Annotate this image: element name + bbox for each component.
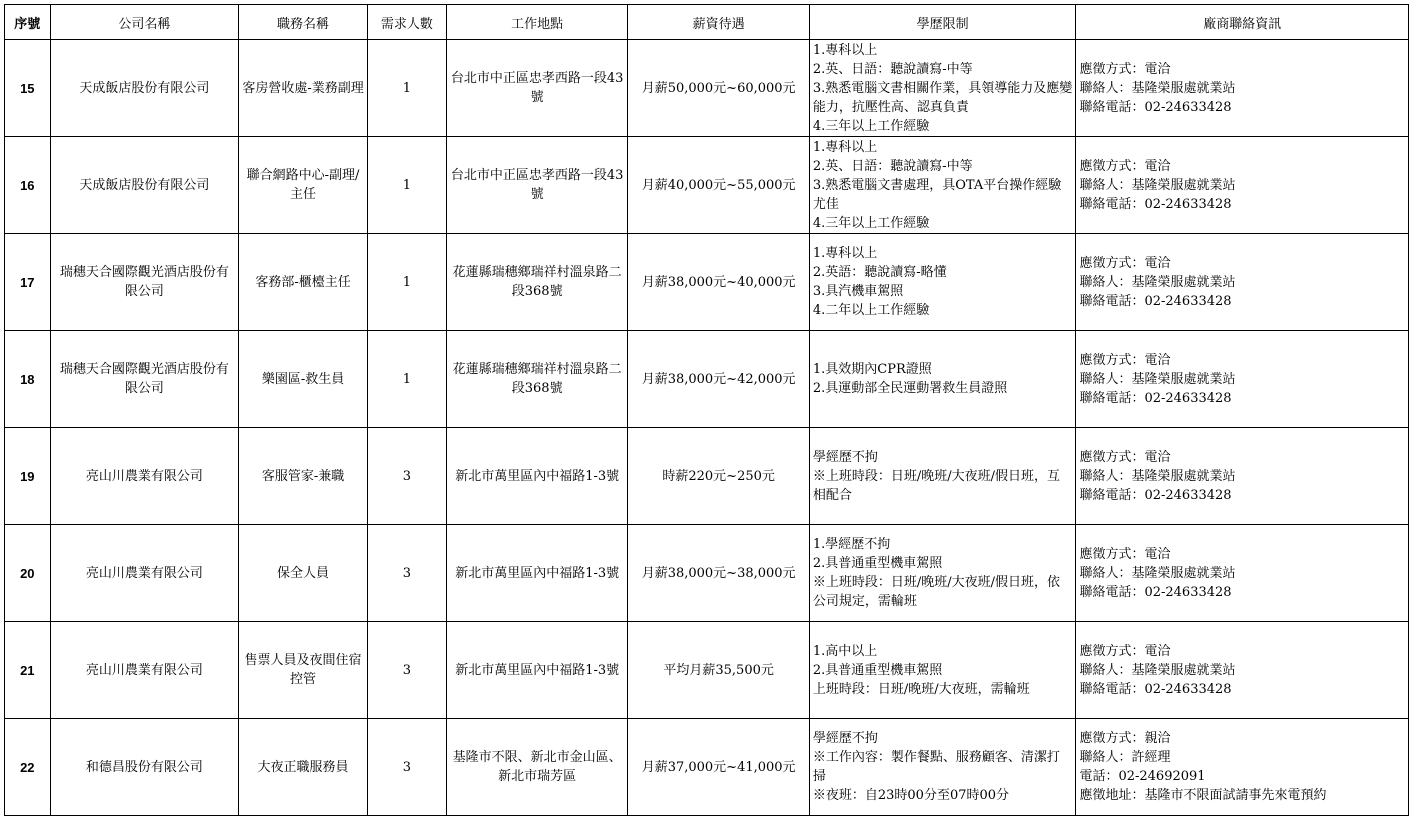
cell-location: 台北市中正區忠孝西路一段43號 xyxy=(446,137,627,234)
cell-education: 1.專科以上 2.英、日語：聽說讀寫-中等 3.熟悉電腦文書處理，具OTA平台操作經驗尤佳 4.三年以上工作經驗 xyxy=(809,137,1076,234)
cell-count: 3 xyxy=(367,622,446,719)
header-contact: 廠商聯絡資訊 xyxy=(1076,5,1409,40)
table-row xyxy=(5,719,1409,816)
cell-company: 亮山川農業有限公司 xyxy=(50,525,239,622)
table-row xyxy=(5,40,1409,137)
cell-company: 亮山川農業有限公司 xyxy=(50,622,239,719)
cell-contact: 應徵方式：電洽 聯絡人：基隆榮服處就業站 聯絡電話：02-24633428 xyxy=(1076,622,1409,719)
cell-seq: 21 xyxy=(5,622,51,719)
cell-title: 聯合網路中心-副理/主任 xyxy=(239,137,368,234)
cell-salary: 時薪220元~250元 xyxy=(628,428,809,525)
cell-company: 亮山川農業有限公司 xyxy=(50,428,239,525)
cell-location: 基隆市不限、新北市金山區、新北市瑞芳區 xyxy=(446,719,627,816)
cell-seq: 17 xyxy=(5,234,51,331)
cell-title: 售票人員及夜間住宿控管 xyxy=(239,622,368,719)
cell-education: 1.專科以上 2.英、日語：聽說讀寫-中等 3.熟悉電腦文書相關作業，具領導能力及應變能力，抗壓性高、認真負責 4.三年以上工作經驗 xyxy=(809,40,1076,137)
cell-contact: 應徵方式：電洽 聯絡人：基隆榮服處就業站 聯絡電話：02-24633428 xyxy=(1076,40,1409,137)
table-row xyxy=(5,428,1409,525)
cell-count: 1 xyxy=(367,234,446,331)
header-salary: 薪資待遇 xyxy=(628,5,809,40)
cell-title: 客房營收處-業務副理 xyxy=(239,40,368,137)
cell-location: 新北市萬里區內中福路1-3號 xyxy=(446,622,627,719)
cell-company: 瑞穗天合國際觀光酒店股份有限公司 xyxy=(50,331,239,428)
cell-seq: 20 xyxy=(5,525,51,622)
cell-location: 新北市萬里區內中福路1-3號 xyxy=(446,525,627,622)
cell-count: 3 xyxy=(367,719,446,816)
cell-seq: 15 xyxy=(5,40,51,137)
table-row xyxy=(5,331,1409,428)
cell-contact: 應徵方式：電洽 聯絡人：基隆榮服處就業站 聯絡電話：02-24633428 xyxy=(1076,331,1409,428)
cell-count: 3 xyxy=(367,525,446,622)
cell-contact: 應徵方式：電洽 聯絡人：基隆榮服處就業站 聯絡電話：02-24633428 xyxy=(1076,137,1409,234)
cell-location: 花蓮縣瑞穗鄉瑞祥村溫泉路二段368號 xyxy=(446,331,627,428)
cell-location: 花蓮縣瑞穗鄉瑞祥村溫泉路二段368號 xyxy=(446,234,627,331)
cell-title: 客務部-櫃檯主任 xyxy=(239,234,368,331)
cell-salary: 平均月薪35,500元 xyxy=(628,622,809,719)
header-seq: 序號 xyxy=(5,5,51,40)
cell-title: 保全人員 xyxy=(239,525,368,622)
header-education: 學歷限制 xyxy=(809,5,1076,40)
header-title: 職務名稱 xyxy=(239,5,368,40)
header-company: 公司名稱 xyxy=(50,5,239,40)
header-row xyxy=(5,5,1409,40)
cell-contact: 應徵方式：電洽 聯絡人：基隆榮服處就業站 聯絡電話：02-24633428 xyxy=(1076,525,1409,622)
cell-education: 1.高中以上 2.具普通重型機車駕照 上班時段：日班/晚班/大夜班，需輪班 xyxy=(809,622,1076,719)
cell-location: 台北市中正區忠孝西路一段43號 xyxy=(446,40,627,137)
cell-company: 瑞穗天合國際觀光酒店股份有限公司 xyxy=(50,234,239,331)
table-row xyxy=(5,622,1409,719)
table-row xyxy=(5,137,1409,234)
job-listing-table xyxy=(4,4,1409,816)
cell-education: 1.具效期內CPR證照 2.具運動部全民運動署救生員證照 xyxy=(809,331,1076,428)
cell-seq: 22 xyxy=(5,719,51,816)
cell-count: 1 xyxy=(367,331,446,428)
cell-contact: 應徵方式：電洽 聯絡人：基隆榮服處就業站 聯絡電話：02-24633428 xyxy=(1076,234,1409,331)
cell-education: 學經歷不拘 ※上班時段：日班/晚班/大夜班/假日班，互相配合 xyxy=(809,428,1076,525)
cell-title: 樂園區-救生員 xyxy=(239,331,368,428)
cell-count: 3 xyxy=(367,428,446,525)
cell-count: 1 xyxy=(367,137,446,234)
cell-education: 1.學經歷不拘 2.具普通重型機車駕照 ※上班時段：日班/晚班/大夜班/假日班，依公司規定，需輪班 xyxy=(809,525,1076,622)
cell-contact: 應徵方式：親洽 聯絡人：許經理 電話：02-24692091 應徵地址：基隆市不限面試請事先來電預約 xyxy=(1076,719,1409,816)
cell-company: 天成飯店股份有限公司 xyxy=(50,40,239,137)
cell-title: 大夜正職服務員 xyxy=(239,719,368,816)
cell-company: 和德昌股份有限公司 xyxy=(50,719,239,816)
cell-salary: 月薪38,000元~38,000元 xyxy=(628,525,809,622)
cell-count: 1 xyxy=(367,40,446,137)
cell-education: 1.專科以上 2.英語：聽說讀寫-略懂 3.具汽機車駕照 4.二年以上工作經驗 xyxy=(809,234,1076,331)
cell-seq: 16 xyxy=(5,137,51,234)
cell-location: 新北市萬里區內中福路1-3號 xyxy=(446,428,627,525)
cell-salary: 月薪40,000元~55,000元 xyxy=(628,137,809,234)
header-count: 需求人數 xyxy=(367,5,446,40)
cell-education: 學經歷不拘 ※工作內容：製作餐點、服務顧客、清潔打掃 ※夜班：自23時00分至07時00分 xyxy=(809,719,1076,816)
cell-salary: 月薪37,000元~41,000元 xyxy=(628,719,809,816)
header-location: 工作地點 xyxy=(446,5,627,40)
cell-seq: 19 xyxy=(5,428,51,525)
cell-salary: 月薪50,000元~60,000元 xyxy=(628,40,809,137)
cell-seq: 18 xyxy=(5,331,51,428)
table-row xyxy=(5,525,1409,622)
cell-salary: 月薪38,000元~42,000元 xyxy=(628,331,809,428)
cell-title: 客服管家-兼職 xyxy=(239,428,368,525)
cell-company: 天成飯店股份有限公司 xyxy=(50,137,239,234)
table-row xyxy=(5,234,1409,331)
cell-salary: 月薪38,000元~40,000元 xyxy=(628,234,809,331)
cell-contact: 應徵方式：電洽 聯絡人：基隆榮服處就業站 聯絡電話：02-24633428 xyxy=(1076,428,1409,525)
